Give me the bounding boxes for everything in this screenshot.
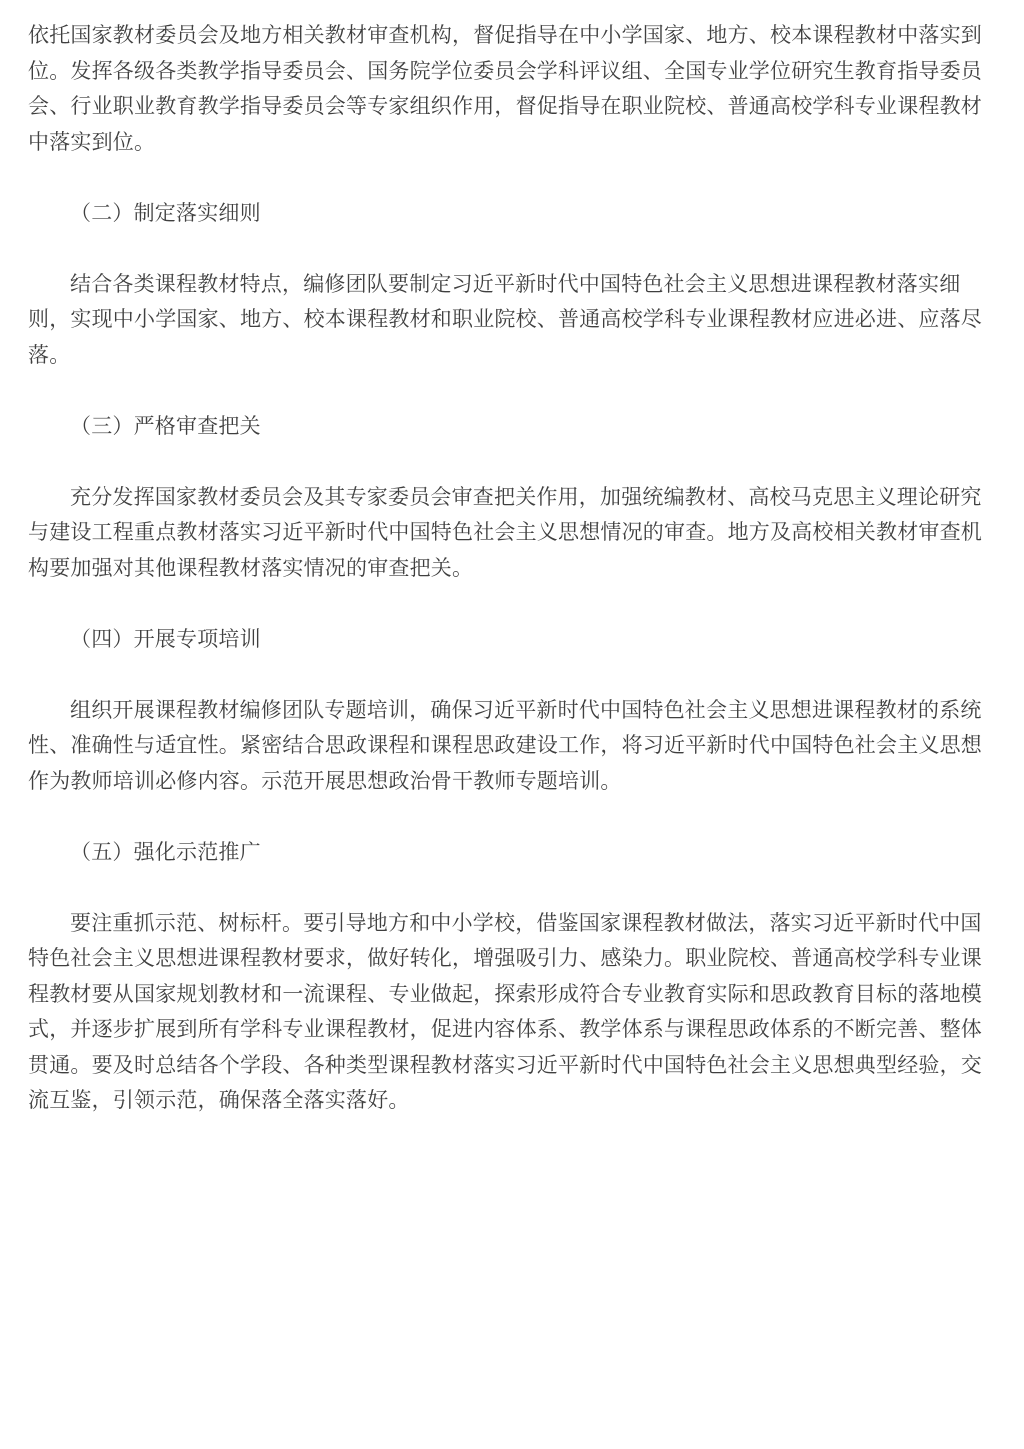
paragraph-section-4: 组织开展课程教材编修团队专题培训，确保习近平新时代中国特色社会主义思想进课程教材的系统性、准确性与适宜性。紧密结合思政课程和课程思政建设工作，将习近平新时代中国特色社会主义思想作为教师培训必修内容。示范开展思想政治骨干教师专题培训。 [28, 697, 982, 793]
section-heading-4: （四）开展专项培训 [70, 626, 261, 651]
paragraph-section-5: 要注重抓示范、树标杆。要引导地方和中小学校，借鉴国家课程教材做法，落实习近平新时代中国特色社会主义思想进课程教材要求，做好转化，增强吸引力、感染力。职业院校、普通高校学科专业课程教材要从国家规划教材和一流课程、专业做起，探索形成符合专业教育实际和思政教育目标的落地模式，并逐步扩展到所有学科专业课程教材，促进内容体系、教学体系与课程思政体系的不断完善、整体贯通。要及时总结各个学段、各种类型课程教材落实习近平新时代中国特色社会主义思想典型经验，交流互鉴，引领示范，确保落全落实落好。 [28, 910, 982, 1112]
paragraph-continuation: 依托国家教材委员会及地方相关教材审查机构，督促指导在中小学国家、地方、校本课程教材中落实到位。发挥各级各类教学指导委员会、国务院学位委员会学科评议组、全国专业学位研究生教育指导委员会、行业职业教育教学指导委员会等专家组织作用，督促指导在职业院校、普通高校学科专业课程教材中落实到位。 [28, 23, 982, 154]
paragraph-section-3: 充分发挥国家教材委员会及其专家委员会审查把关作用，加强统编教材、高校马克思主义理论研究与建设工程重点教材落实习近平新时代中国特色社会主义思想情况的审查。地方及高校相关教材审查机构要加强对其他课程教材落实情况的审查把关。 [28, 484, 982, 580]
section-heading-3: （三）严格审查把关 [70, 413, 261, 438]
section-heading-5: （五）强化示范推广 [70, 839, 261, 864]
paragraph-section-2: 结合各类课程教材特点，编修团队要制定习近平新时代中国特色社会主义思想进课程教材落实细则，实现中小学国家、地方、校本课程教材和职业院校、普通高校学科专业课程教材应进必进、应落尽落。 [28, 271, 982, 367]
section-heading-2: （二）制定落实细则 [70, 200, 261, 225]
